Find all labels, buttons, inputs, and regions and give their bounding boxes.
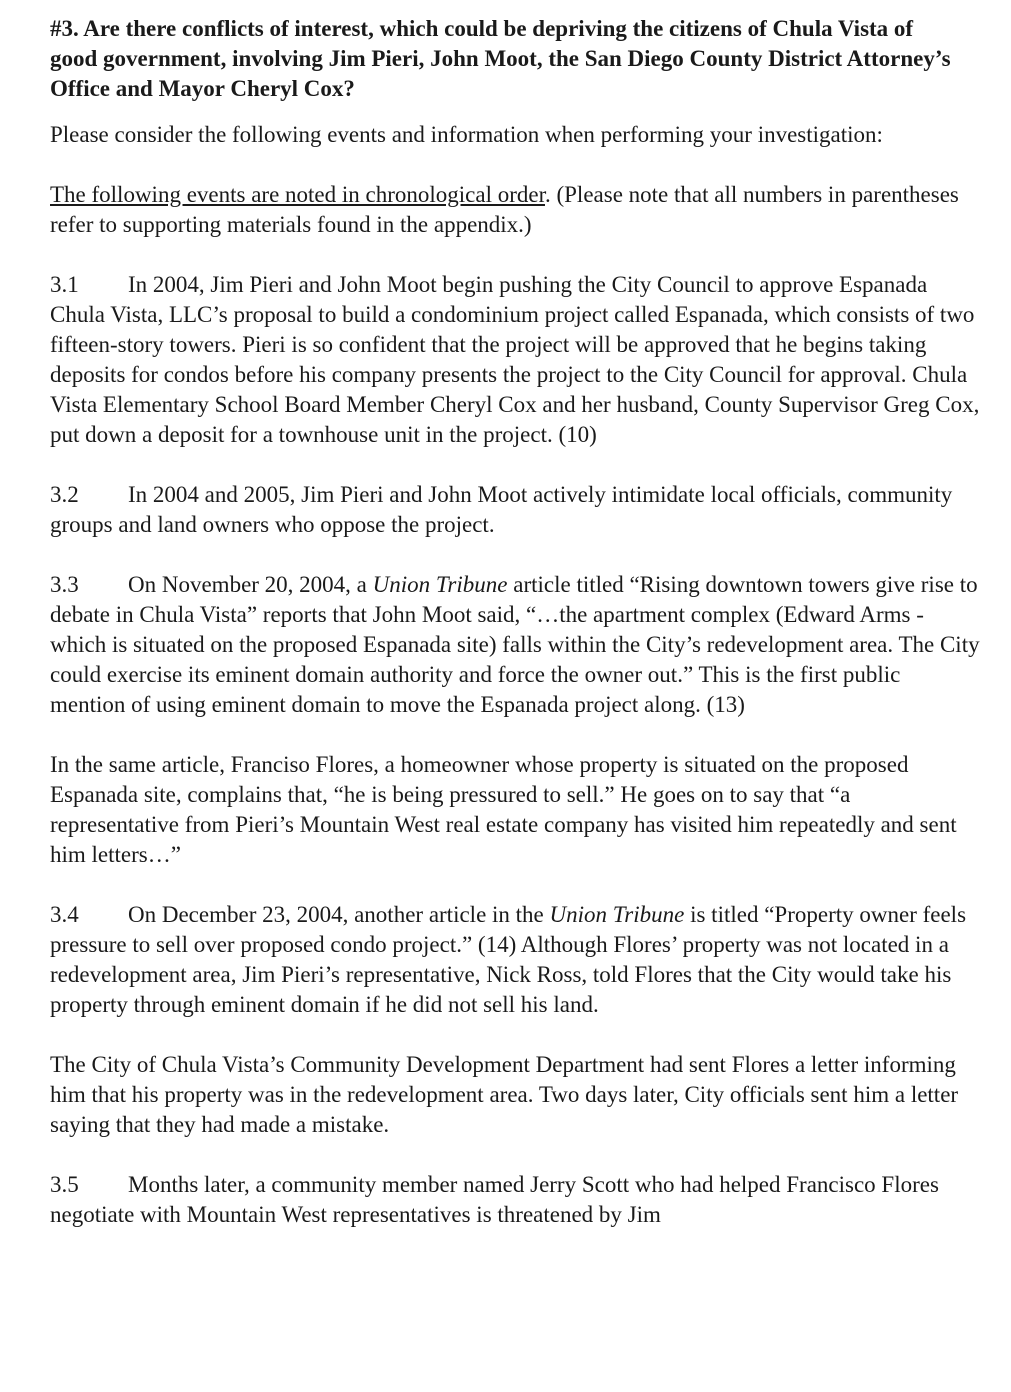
newspaper-name: Union Tribune (549, 902, 685, 927)
item-number: 3.4 (50, 902, 79, 927)
city-paragraph: The City of Chula Vista’s Community Development Department had sent Flores a letter informing him that his property was in the redevelopment area. Two days later, City officials sent him a letter saying that they had made a mistake. (50, 1052, 959, 1137)
flores-paragraph: In the same article, Franciso Flores, a homeowner whose property is situated on the proposed Espanada site, complains that, “he is being pressured to sell.” He goes on to say that “a representative from Pieri’s Mountain West real estate company has visited him repeatedly and sent him letters…” (50, 752, 957, 867)
item-number: 3.3 (50, 572, 79, 597)
order-note-underlined: The following events are noted in chronological order (50, 182, 545, 207)
order-note-rest: . (Please note that all numbers in parentheses refer to supporting materials found in the appendix.) (50, 182, 959, 237)
item-3-2 (50, 480, 980, 540)
document-page (50, 14, 980, 1260)
item-text: In 2004 and 2005, Jim Pieri and John Moot actively intimidate local officials, community groups and land owners who oppose the project. (50, 482, 953, 537)
item-text: In 2004, Jim Pieri and John Moot begin pushing the City Council to approve Espanada Chula Vista, LLC’s proposal to build a condominium project called Espanada, which consists of two fifteen-story towers. Pieri is so confident that the project will be approved that he begins taking deposits for condos before his company presents the project to the City Council for approval. Chula Vista Elementary School Board Member Cheryl Cox and her husband, County Supervisor Greg Cox, put down a deposit for a townhouse unit in the project. (10) (50, 272, 980, 447)
newspaper-name: Union Tribune (372, 572, 508, 597)
item-3-4 (50, 900, 980, 1020)
item-3-1 (50, 270, 980, 450)
item-text-a: On November 20, 2004, a (128, 572, 373, 597)
item-number: 3.5 (50, 1172, 79, 1197)
item-3-3 (50, 570, 980, 720)
order-note-paragraph (50, 180, 980, 240)
item-text-a: On December 23, 2004, another article in the (128, 902, 550, 927)
intro-paragraph: Please consider the following events and information when performing your investigation: (50, 122, 883, 147)
item-text: Months later, a community member named Jerry Scott who had helped Francisco Flores negotiate with Mountain West representatives is threatened by Jim (50, 1172, 939, 1227)
item-3-5 (50, 1170, 980, 1230)
item-text-b: is titled “Property owner feels pressure to sell over proposed condo project.” (14) Although Flores’ property was not located in a redevelopment area, Jim Pieri’s representative, Nick Ross, told Flores that the City would take his property through eminent domain if he did not sell his land. (50, 902, 967, 1017)
section-heading: #3. Are there conflicts of interest, which could be depriving the citizens of Chula Vista of good government, involving Jim Pieri, John Moot, the San Diego County District Attorney’s Office and Mayor Cheryl Cox? (50, 16, 951, 101)
item-number: 3.1 (50, 272, 79, 297)
item-number: 3.2 (50, 482, 79, 507)
item-text-b: article titled “Rising downtown towers give rise to debate in Chula Vista” reports that John Moot said, “…the apartment complex (Edward Arms - which is situated on the proposed Espanada site) falls within the City’s redevelopment area. The City could exercise its eminent domain authority and force the owner out.” This is the first public mention of using eminent domain to move the Espanada project along. (13) (50, 572, 980, 717)
